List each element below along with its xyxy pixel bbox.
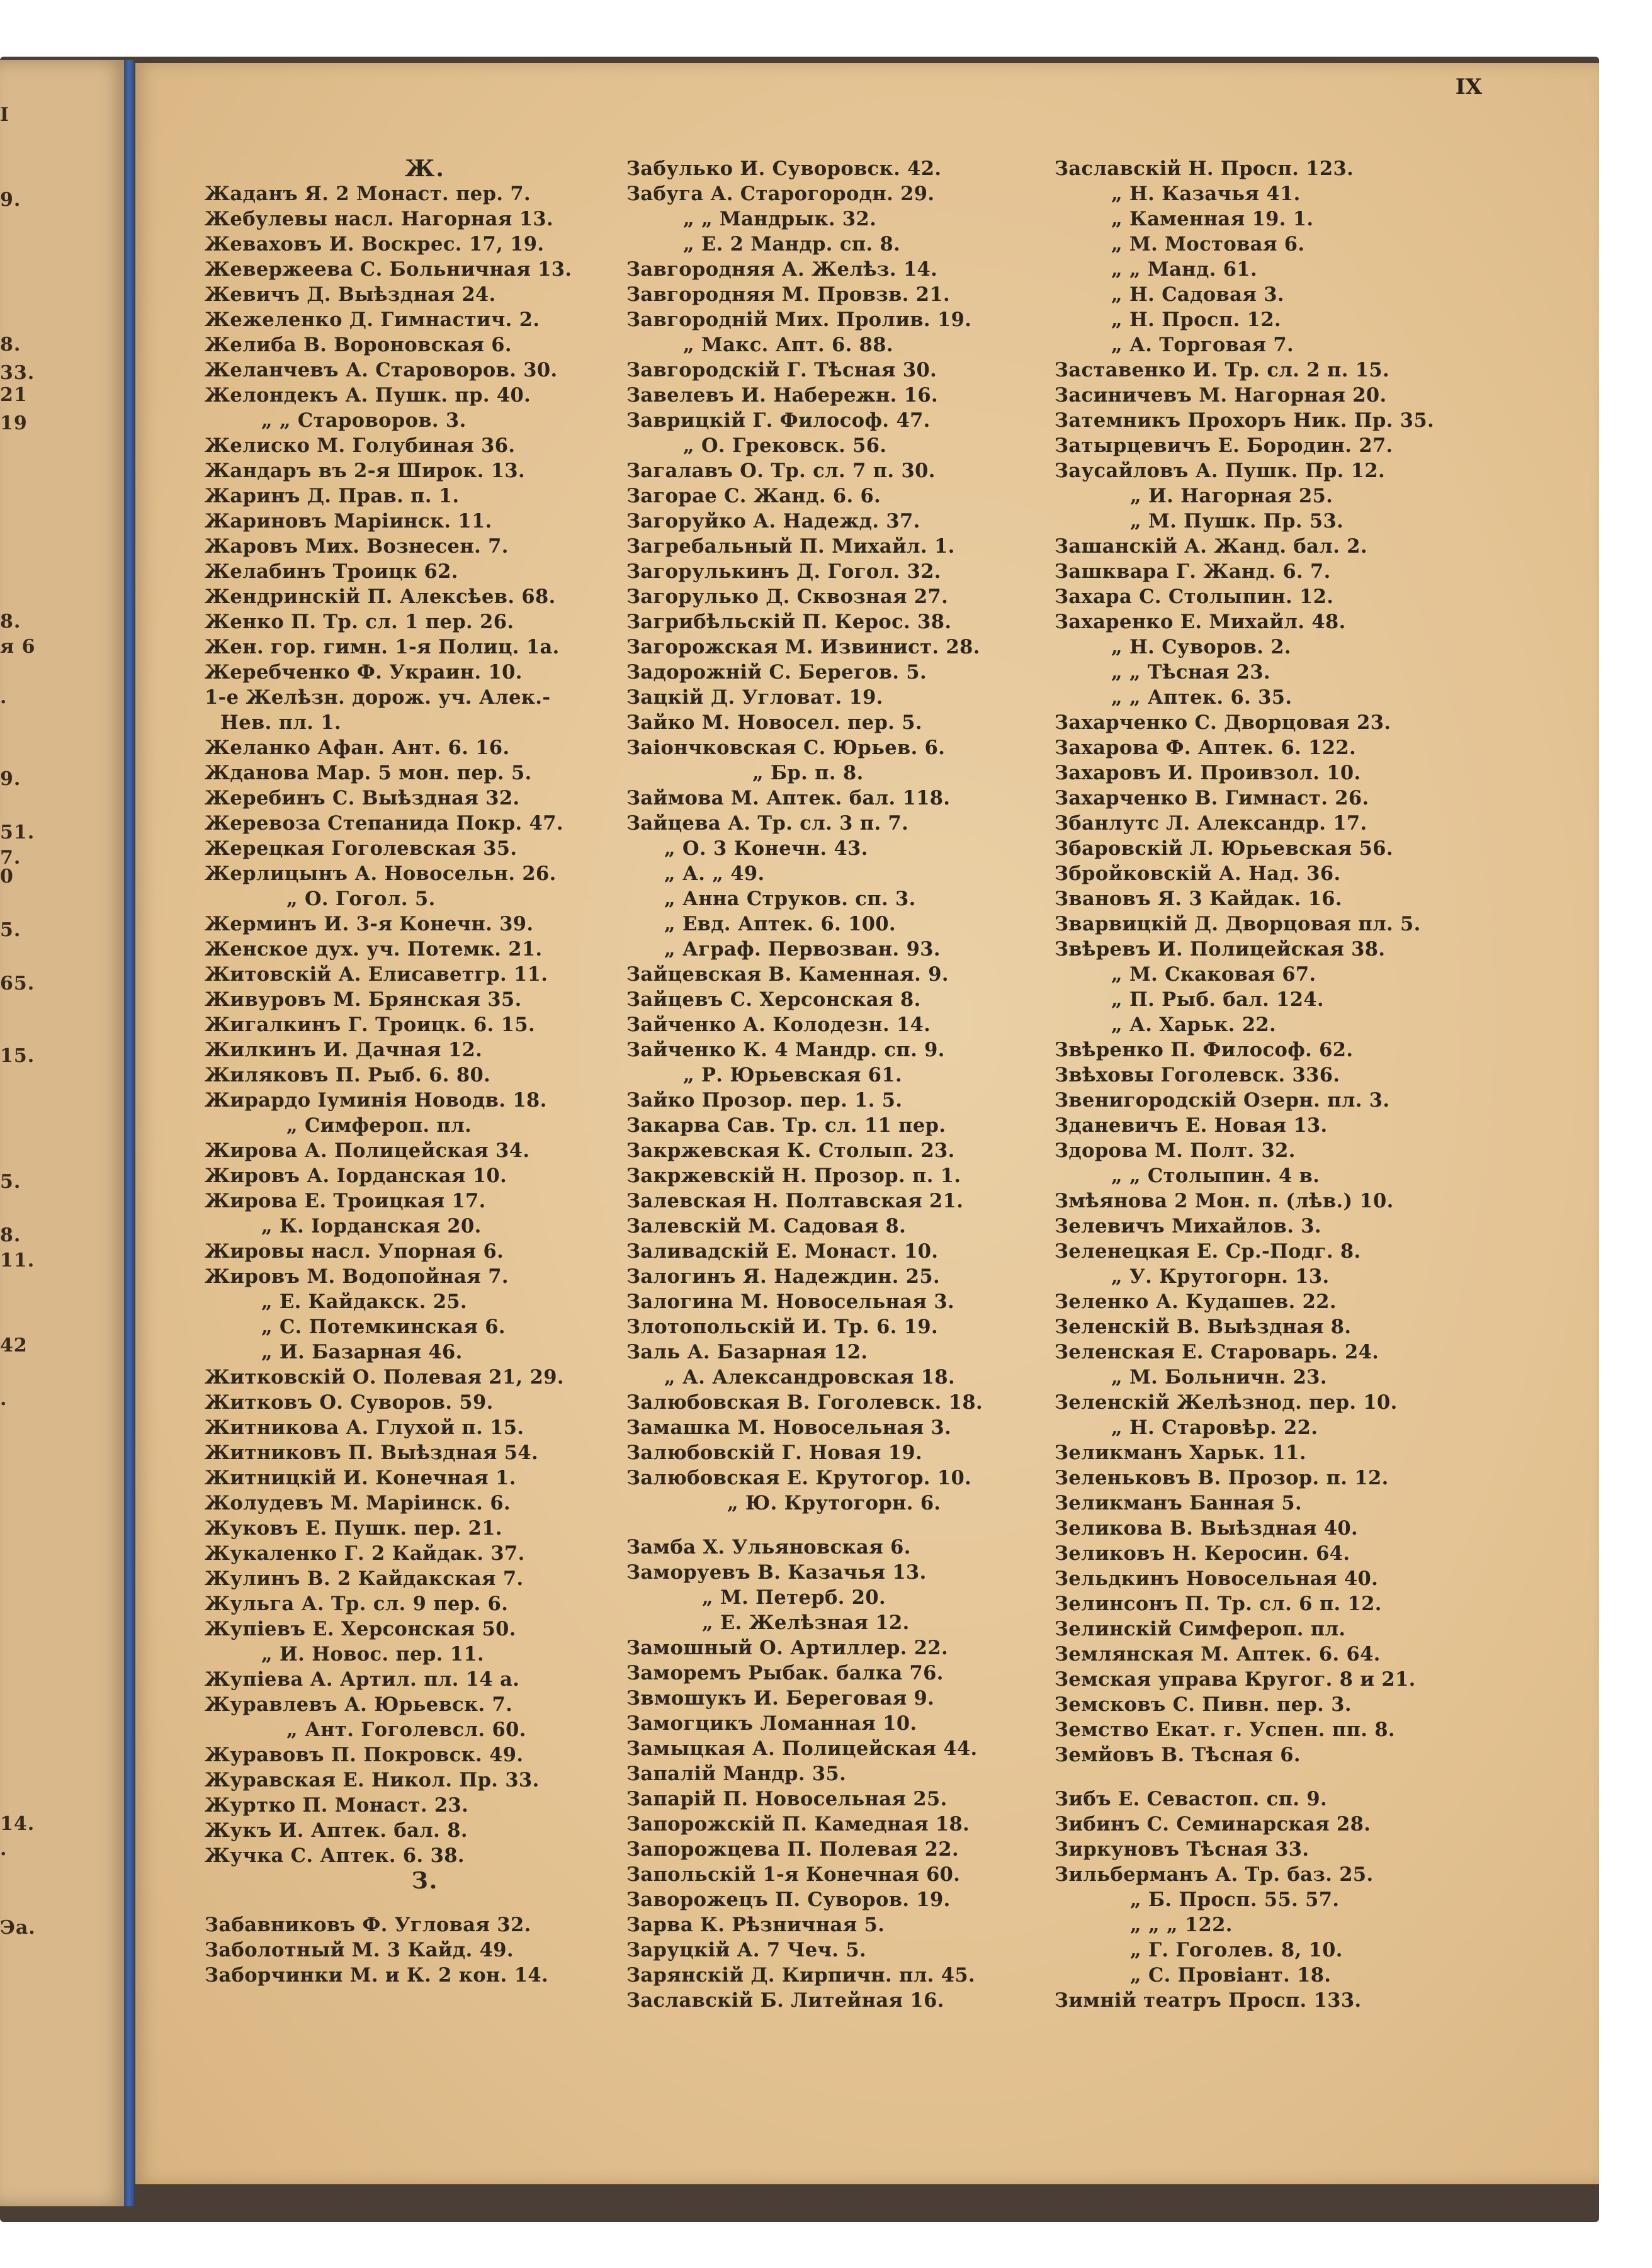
directory-entry: Житницкій И. Конечная 1. (205, 1467, 516, 1489)
previous-page-strip (0, 60, 129, 2206)
directory-entry: Зданевичъ Е. Новая 13. (1055, 1114, 1328, 1137)
directory-entry: Завгородскій Г. Тѣсная 30. (626, 359, 937, 381)
directory-entry: Зиркуновъ Тѣсная 33. (1055, 1838, 1310, 1861)
directory-entry: Завгородняя А. Желѣз. 14. (626, 258, 938, 281)
directory-entry: Завгородняя М. Провзв. 21. (626, 283, 951, 306)
directory-entry: Нев. пл. 1. (220, 711, 341, 734)
directory-entry: Журавовъ П. Покровск. 49. (205, 1744, 524, 1766)
directory-entry: Забуга А. Старогородн. 29. (626, 183, 935, 205)
left-page-fragment: 9. (0, 189, 21, 211)
left-page-fragment: 51. (0, 821, 35, 843)
directory-entry: Зелинскій Симфероп. пл. (1055, 1618, 1346, 1640)
directory-entry: Замба Х. Ульяновская 6. (626, 1536, 911, 1559)
directory-entry: Забулько И. Суворовск. 42. (626, 157, 942, 180)
directory-entry: Желиско М. Голубиная 36. (205, 434, 516, 457)
directory-entry: Жаданъ Я. 2 Монаст. пер. 7. (205, 183, 531, 205)
directory-entry: Земская управа Кругог. 8 и 21. (1055, 1668, 1416, 1691)
directory-entry: „ „ Столыпин. 4 в. (1111, 1165, 1320, 1187)
directory-entry: Жуковъ Е. Пушк. пер. 21. (205, 1517, 502, 1540)
directory-entry: Затырцевичъ Е. Бородин. 27. (1055, 434, 1393, 457)
directory-entry: „ „ „ 122. (1130, 1914, 1233, 1936)
left-page-fragment: 15. (0, 1045, 35, 1067)
directory-entry: Заславскій Н. Просп. 123. (1055, 157, 1354, 180)
directory-entry: Залевскій М. Садовая 8. (626, 1215, 907, 1238)
left-page-fragment: . (0, 686, 8, 708)
directory-entry: Зеленко А. Кудашев. 22. (1055, 1290, 1337, 1313)
directory-entry: Загорае С. Жанд. 6. 6. (626, 485, 881, 507)
directory-entry: „ С. Провіант. 18. (1130, 1964, 1332, 1987)
section-letter-heading: Ж. (405, 155, 445, 182)
directory-entry: „ Ант. Гоголевсл. 60. (286, 1718, 526, 1741)
directory-entry: „ Аграф. Первозван. 93. (664, 938, 941, 961)
directory-entry: Зайцевская В. Каменная. 9. (626, 963, 949, 986)
directory-entry: Зелинсонъ П. Тр. сл. 6 п. 12. (1055, 1593, 1382, 1615)
directory-entry: „ М. Мостовая 6. (1111, 233, 1305, 256)
directory-entry: Загорулькинъ Д. Гогол. 32. (626, 560, 941, 583)
directory-entry: Залюбовская Е. Крутогор. 10. (626, 1467, 972, 1489)
directory-entry: Зварвицкій Д. Дворцовая пл. 5. (1055, 913, 1421, 935)
left-page-fragment: 11. (0, 1250, 35, 1272)
directory-entry: Загорожская М. Извинист. 28. (626, 636, 980, 658)
left-page-fragment: 42 (0, 1334, 28, 1357)
directory-entry: Збройковскій А. Над. 36. (1055, 862, 1341, 885)
directory-entry: Жукаленко Г. 2 Кайдак. 37. (205, 1542, 525, 1565)
directory-entry: Журтко П. Монаст. 23. (205, 1794, 469, 1817)
directory-entry: Зильберманъ А. Тр. баз. 25. (1055, 1863, 1374, 1886)
directory-entry: Жилкинъ И. Дачная 12. (205, 1039, 483, 1061)
directory-entry: Зеленскій В. Выѣздная 8. (1055, 1316, 1352, 1338)
directory-entry: Жерлицынъ А. Новосельн. 26. (205, 862, 557, 885)
directory-entry: Живуровъ М. Брянская 35. (205, 988, 522, 1011)
directory-entry: Желанко Афан. Ант. 6. 16. (205, 736, 510, 759)
directory-entry: Заворожецъ П. Суворов. 19. (626, 1888, 951, 1911)
directory-entry: „ М. Больничн. 23. (1111, 1366, 1327, 1389)
directory-entry: Зацкій Д. Угловат. 19. (626, 686, 883, 709)
directory-entry: Зелевичъ Михайлов. 3. (1055, 1215, 1321, 1238)
left-page-fragment: 8. (0, 611, 21, 633)
left-page-fragment: . (0, 1838, 8, 1860)
directory-entry: Жевичъ Д. Выѣздная 24. (205, 283, 496, 306)
directory-entry: „ Г. Гоголев. 8, 10. (1130, 1939, 1343, 1961)
left-page-fragment: 8. (0, 1224, 21, 1246)
directory-entry: „ Ю. Крутогорн. 6. (727, 1492, 941, 1515)
left-page-fragment: 5. (0, 1171, 21, 1193)
directory-entry: Жендринскій П. Алексѣев. 68. (205, 585, 556, 608)
spacer (626, 1516, 1067, 1535)
directory-entry: Замошный О. Артиллер. 22. (626, 1637, 949, 1659)
directory-entry: Звмошукъ И. Береговая 9. (626, 1687, 935, 1710)
page-number: IX (1455, 74, 1482, 99)
directory-entry: Заіончковская С. Юрьев. 6. (626, 736, 946, 759)
directory-entry: Зайченко К. 4 Мандр. сп. 9. (626, 1039, 945, 1061)
directory-entry: „ И. Базарная 46. (261, 1341, 463, 1363)
directory-entry: Женко П. Тр. сл. 1 пер. 26. (205, 611, 514, 633)
spacer (205, 1893, 645, 1912)
directory-entry: Жигалкинъ Г. Троицк. 6. 15. (205, 1013, 535, 1036)
directory-entry: Запорожскій П. Камедная 18. (626, 1813, 970, 1836)
directory-entry: Жебулевы насл. Нагорная 13. (205, 208, 554, 230)
directory-entry: Захарченко С. Дворцовая 23. (1055, 711, 1391, 734)
directory-entry: „ К. Іорданская 20. (261, 1215, 482, 1238)
directory-entry: Зимній театръ Просп. 133. (1055, 1989, 1362, 2012)
directory-entry: Засиничевъ М. Нагорная 20. (1055, 384, 1387, 407)
directory-entry: Жолудевъ М. Маріинск. 6. (205, 1492, 511, 1515)
directory-entry: Жеревоза Степанида Покр. 47. (205, 812, 563, 835)
directory-entry: Житникова А. Глухой п. 15. (205, 1416, 524, 1439)
directory-entry: Жеребченко Ф. Украин. 10. (205, 661, 523, 684)
directory-entry: Желондекъ А. Пушк. пр. 40. (205, 384, 531, 407)
directory-entry: Зайцева А. Тр. сл. 3 п. 7. (626, 812, 909, 835)
directory-entry: „ „ Манд. 61. (1111, 258, 1257, 281)
directory-entry: Зеликманъ Банная 5. (1055, 1492, 1302, 1515)
left-page-fragment: Эа. (0, 1917, 36, 1939)
directory-entry: Зеликова В. Выѣздная 40. (1055, 1517, 1358, 1540)
directory-entry: Земйовъ В. Тѣсная 6. (1055, 1744, 1301, 1766)
directory-entry: „ Р. Юрьевская 61. (683, 1064, 902, 1086)
directory-entry: Захаренко Е. Михайл. 48. (1055, 611, 1346, 633)
directory-entry: „ Н. Просп. 12. (1111, 308, 1281, 331)
directory-entry: „ Н. Казачья 41. (1111, 183, 1301, 205)
directory-entry: Загалавъ О. Тр. сл. 7 п. 30. (626, 460, 936, 482)
directory-entry: Залюбовская В. Гоголевск. 18. (626, 1391, 983, 1414)
left-page-fragment: 21 (0, 384, 28, 406)
directory-entry: Забавниковъ Ф. Угловая 32. (205, 1914, 531, 1936)
spacer (1055, 1768, 1495, 1786)
left-page-fragment: 8. (0, 334, 21, 356)
directory-entry: Затемникъ Прохоръ Ник. Пр. 35. (1055, 409, 1435, 432)
directory-entry: Задорожній С. Берегов. 5. (626, 661, 927, 684)
directory-entry: Зибъ Е. Севастоп. сп. 9. (1055, 1788, 1328, 1810)
left-page-fragment: 0 (0, 866, 14, 888)
directory-entry: Заславскій Б. Литейная 16. (626, 1989, 944, 2012)
directory-entry: Жировъ М. Водопойная 7. (205, 1265, 509, 1288)
directory-entry: Зеленецкая Е. Ср.-Подг. 8. (1055, 1240, 1361, 1263)
directory-entry: Закржевская К. Столып. 23. (626, 1139, 955, 1162)
directory-entry: Зибинъ С. Семинарская 28. (1055, 1813, 1371, 1836)
directory-entry: Захаровъ И. Проивзол. 10. (1055, 762, 1361, 784)
directory-entry: Захарченко В. Гимнаст. 26. (1055, 787, 1369, 810)
directory-entry: „ У. Крутогорн. 13. (1111, 1265, 1330, 1288)
directory-entry: Желабинъ Троицк 62. (205, 560, 458, 583)
directory-entry: „ Симфероп. пл. (286, 1114, 472, 1137)
directory-entry: Запольскій 1-я Конечная 60. (626, 1863, 961, 1886)
directory-entry: „ Н. Садовая 3. (1111, 283, 1284, 306)
directory-entry: „ П. Рыб. бал. 124. (1111, 988, 1325, 1011)
directory-entry: „ Макс. Апт. 6. 88. (683, 334, 893, 356)
directory-entry: Звановъ Я. 3 Кайдак. 16. (1055, 888, 1342, 910)
directory-entry: Житовскій А. Елисаветгр. 11. (205, 963, 548, 986)
directory-entry: „ С. Потемкинская 6. (261, 1316, 506, 1338)
directory-entry: Захара С. Столыпин. 12. (1055, 585, 1334, 608)
section-letter-heading: З. (411, 1868, 439, 1894)
directory-entry: Захарова Ф. Аптек. 6. 122. (1055, 736, 1356, 759)
directory-entry: „ Н. Старовѣр. 22. (1111, 1416, 1318, 1439)
page-edge (124, 60, 134, 2206)
directory-entry: „ Е. 2 Мандр. сп. 8. (683, 233, 901, 256)
directory-entry: „ А. Торговая 7. (1111, 334, 1294, 356)
directory-entry: Жулинъ В. 2 Кайдакская 7. (205, 1567, 524, 1590)
directory-entry: Замашка М. Новосельная 3. (626, 1416, 952, 1439)
directory-entry: Заливадскій Е. Монаст. 10. (626, 1240, 939, 1263)
directory-entry: Жаринъ Д. Прав. п. 1. (205, 485, 460, 507)
directory-entry: Зеленская Е. Староварь. 24. (1055, 1341, 1379, 1363)
directory-entry: Жирова Е. Троицкая 17. (205, 1190, 486, 1212)
directory-entry: „ Б. Просп. 55. 57. (1130, 1888, 1340, 1911)
directory-entry: Зайченко А. Колодезн. 14. (626, 1013, 931, 1036)
directory-entry: Звѣревъ И. Полицейская 38. (1055, 938, 1386, 961)
directory-entry: Закарва Сав. Тр. сл. 11 пер. (626, 1114, 946, 1137)
directory-entry: Заруцкій А. 7 Чеч. 5. (626, 1939, 866, 1961)
directory-entry: Жировы насл. Упорная 6. (205, 1240, 504, 1263)
directory-entry: Залогинъ Я. Надеждин. 25. (626, 1265, 941, 1288)
directory-entry: „ И. Нагорная 25. (1130, 485, 1333, 507)
left-page-fragment: 14. (0, 1813, 35, 1835)
directory-entry: Завелевъ И. Набережн. 16. (626, 384, 939, 407)
directory-entry: Жульга А. Тр. сл. 9 пер. 6. (205, 1593, 509, 1615)
directory-entry: „ Е. Желѣзная 12. (702, 1611, 910, 1634)
directory-entry: Зарянскій Д. Кирпичн. пл. 45. (626, 1964, 975, 1987)
directory-entry: Жаровъ Мих. Вознесен. 7. (205, 535, 509, 558)
directory-entry: Збанлутс Л. Александр. 17. (1055, 812, 1367, 835)
directory-entry: Землянская М. Аптек. 6. 64. (1055, 1643, 1381, 1666)
left-page-fragment: . (0, 1388, 8, 1410)
directory-entry: Закржевскій Н. Прозор. п. 1. (626, 1165, 961, 1187)
directory-entry: Жен. гор. гимн. 1-я Полиц. 1а. (205, 636, 560, 658)
directory-entry: Загребальный П. Михайл. 1. (626, 535, 955, 558)
directory-entry: „ „ Староворов. 3. (261, 409, 467, 432)
directory-entry: „ О. Грековск. 56. (683, 434, 887, 457)
column-3 (1055, 156, 1495, 2013)
directory-entry: Зашквара Г. Жанд. 6. 7. (1055, 560, 1331, 583)
directory-entry: Жежеленко Д. Гимнастич. 2. (205, 308, 540, 331)
directory-entry: Житковъ О. Суворов. 59. (205, 1391, 494, 1414)
directory-entry: Заврицкій Г. Философ. 47. (626, 409, 931, 432)
directory-entry: Жирардо Іуминія Новодв. 18. (205, 1089, 547, 1112)
directory-entry: Женское дух. уч. Потемк. 21. (205, 938, 543, 961)
directory-entry: Желиба В. Вороновская 6. (205, 334, 512, 356)
directory-entry: Жиляковъ П. Рыб. 6. 80. (205, 1064, 491, 1086)
directory-entry: Жеребинъ С. Выѣздная 32. (205, 787, 520, 810)
directory-entry: Желанчевъ А. Староворов. 30. (205, 359, 558, 381)
directory-entry: „ Каменная 19. 1. (1111, 208, 1314, 230)
directory-entry: Жукъ И. Аптек. бал. 8. (205, 1819, 468, 1842)
column-2 (626, 156, 1067, 2013)
directory-entry: „ А. Харьк. 22. (1111, 1013, 1277, 1036)
directory-entry: Журавская Е. Никол. Пр. 33. (205, 1769, 540, 1791)
directory-entry: „ И. Новос. пер. 11. (261, 1643, 485, 1666)
directory-entry: Завгородній Мих. Пролив. 19. (626, 308, 972, 331)
directory-entry: Злотопольскій И. Тр. 6. 19. (626, 1316, 939, 1338)
directory-entry: 1-е Желѣзн. дорож. уч. Алек.- (205, 686, 551, 709)
directory-entry: Заморуевъ В. Казачья 13. (626, 1561, 927, 1584)
directory-entry: „ О. 3 Конечн. 43. (664, 837, 868, 860)
left-page-fragment: 19 (0, 412, 28, 434)
directory-entry: Загорулько Д. Сквозная 27. (626, 585, 949, 608)
directory-entry: Змѣянова 2 Мон. п. (лѣв.) 10. (1055, 1190, 1394, 1212)
directory-entry: Запорожцева П. Полевая 22. (626, 1838, 959, 1861)
directory-entry: „ „ Аптек. 6. 35. (1111, 686, 1293, 709)
directory-entry: Залевская Н. Полтавская 21. (626, 1190, 964, 1212)
directory-entry: Заболотный М. 3 Кайд. 49. (205, 1939, 514, 1961)
directory-entry: Замогцикъ Ломанная 10. (626, 1712, 917, 1735)
directory-entry: Зашанскій А. Жанд. бал. 2. (1055, 535, 1367, 558)
directory-entry: Зельдкинъ Новосельная 40. (1055, 1567, 1379, 1590)
directory-entry: „ А. „ 49. (664, 862, 765, 885)
directory-entry: Жевержеева С. Больничная 13. (205, 258, 572, 281)
directory-entry: Жупіевъ Е. Херсонская 50. (205, 1618, 516, 1640)
left-page-fragment: 9. (0, 768, 21, 790)
left-page-fragment: I (0, 104, 10, 126)
directory-entry: Загоруйко А. Надежд. 37. (626, 510, 920, 533)
directory-entry: Зеленскій Желѣзнод. пер. 10. (1055, 1391, 1398, 1414)
directory-entry: Зарва К. Рѣзничная 5. (626, 1914, 885, 1936)
directory-entry: „ А. Александровская 18. (664, 1366, 956, 1389)
directory-entry: Журавлевъ А. Юрьевск. 7. (205, 1693, 513, 1716)
directory-entry: Залюбовскій Г. Новая 19. (626, 1441, 923, 1464)
directory-entry: Залогина М. Новосельная 3. (626, 1290, 954, 1313)
directory-entry: Жупіева А. Артил. пл. 14 а. (205, 1668, 520, 1691)
directory-entry: „ Анна Струков. сп. 3. (664, 888, 916, 910)
directory-entry: Зайцевъ С. Херсонская 8. (626, 988, 921, 1011)
directory-entry: Жерминъ И. 3-я Конечн. 39. (205, 913, 534, 935)
directory-entry: Жучка С. Аптек. 6. 38. (205, 1844, 465, 1867)
directory-entry: Звѣховы Гоголевск. 336. (1055, 1064, 1340, 1086)
directory-entry: Житковскій О. Полевая 21, 29. (205, 1366, 564, 1389)
directory-entry: „ М. Скаковая 67. (1111, 963, 1316, 986)
directory-entry: Замыцкая А. Полицейская 44. (626, 1737, 978, 1760)
directory-entry: Заставенко И. Тр. сл. 2 п. 15. (1055, 359, 1389, 381)
directory-entry: Зеликманъ Харьк. 11. (1055, 1441, 1306, 1464)
directory-entry: Запарій П. Новосельная 25. (626, 1788, 948, 1810)
directory-entry: „ М. Петерб. 20. (702, 1586, 886, 1609)
directory-entry: Заусайловъ А. Пушк. Пр. 12. (1055, 460, 1385, 482)
left-page-fragment: 33. (0, 362, 35, 384)
directory-entry: Запалій Мандр. 35. (626, 1763, 847, 1785)
directory-entry: Жировъ А. Іорданская 10. (205, 1165, 507, 1187)
directory-entry: Звенигородскій Озерн. пл. 3. (1055, 1089, 1390, 1112)
directory-entry: Жирова А. Полицейская 34. (205, 1139, 530, 1162)
directory-entry: Зайко М. Новосел. пер. 5. (626, 711, 922, 734)
column-1 (205, 156, 645, 1988)
directory-entry: Земсковъ С. Пивн. пер. 3. (1055, 1693, 1352, 1716)
directory-entry: Здорова М. Полт. 32. (1055, 1139, 1296, 1162)
directory-entry: „ Бр. п. 8. (752, 762, 864, 784)
left-page-fragment: 65. (0, 973, 35, 995)
directory-entry: Житниковъ П. Выѣздная 54. (205, 1441, 538, 1464)
directory-entry: Заборчинки М. и К. 2 кон. 14. (205, 1964, 548, 1987)
directory-entry: „ Е. Кайдакск. 25. (261, 1290, 467, 1313)
directory-entry: Жариновъ Маріинск. 11. (205, 510, 492, 533)
directory-entry: „ „ Тѣсная 23. (1111, 661, 1270, 684)
directory-entry: Жданова Мар. 5 мон. пер. 5. (205, 762, 532, 784)
directory-entry: Займова М. Аптек. бал. 118. (626, 787, 951, 810)
directory-entry: Заморемъ Рыбак. балка 76. (626, 1662, 944, 1684)
directory-entry: „ Н. Суворов. 2. (1111, 636, 1291, 658)
directory-entry: Жандаръ въ 2-я Широк. 13. (205, 460, 526, 482)
directory-entry: Зеленьковъ В. Прозор. п. 12. (1055, 1467, 1389, 1489)
directory-entry: Зеликовъ Н. Керосин. 64. (1055, 1542, 1350, 1565)
directory-entry: Заль А. Базарная 12. (626, 1341, 868, 1363)
left-page-fragment: я 6 (0, 636, 36, 658)
directory-entry: „ „ Мандрык. 32. (683, 208, 877, 230)
left-page-fragment: 7. (0, 847, 21, 869)
directory-entry: Жерецкая Гоголевская 35. (205, 837, 518, 860)
directory-entry: Земство Екат. г. Успен. пп. 8. (1055, 1718, 1395, 1741)
directory-entry: Збаровскій Л. Юрьевская 56. (1055, 837, 1393, 860)
left-page-fragment: 5. (0, 919, 21, 941)
directory-entry: Загрибѣльскій П. Керос. 38. (626, 611, 952, 633)
directory-entry: „ Евд. Аптек. 6. 100. (664, 913, 897, 935)
directory-entry: „ О. Гогол. 5. (286, 888, 436, 910)
directory-entry: Звѣренко П. Философ. 62. (1055, 1039, 1354, 1061)
directory-entry: „ М. Пушк. Пр. 53. (1130, 510, 1344, 533)
directory-entry: Жеваховъ И. Воскрес. 17, 19. (205, 233, 545, 256)
directory-entry: Зайко Прозор. пер. 1. 5. (626, 1089, 903, 1112)
